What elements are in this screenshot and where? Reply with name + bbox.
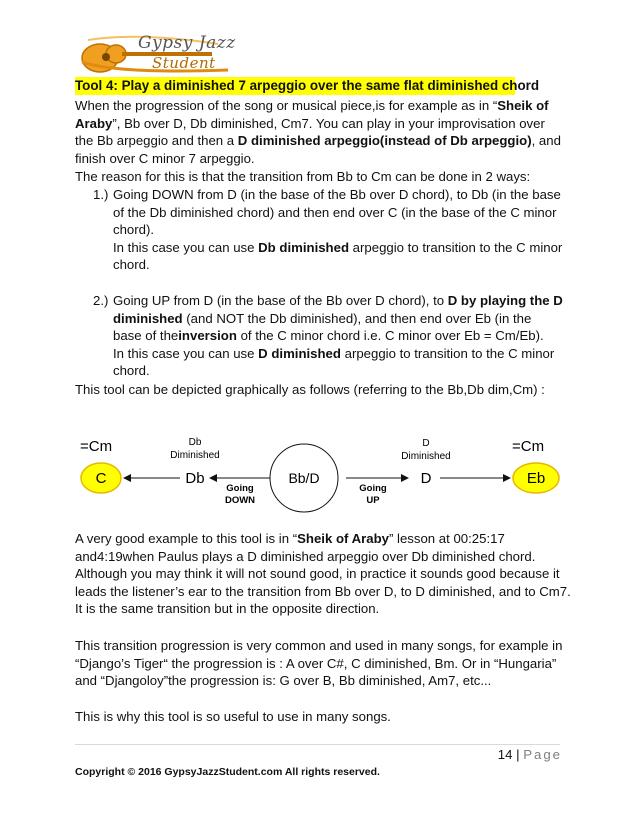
logo-text-line1: Gypsy Jazz (138, 33, 236, 53)
diagram-intro: This tool can be depicted graphically as follows (referring to the Bb,Db dim,Cm) : (75, 382, 545, 397)
section-heading: Tool 4: Play a diminished 7 arpeggio over the same flat diminished chord (75, 78, 540, 93)
left-eq-label: =Cm (80, 438, 113, 455)
eb-circle-label: Eb (526, 470, 546, 487)
d-note: D (420, 470, 432, 487)
db-note: Db (185, 470, 205, 487)
going-up-label-2: UP (366, 495, 380, 506)
right-eq-label: =Cm (512, 438, 545, 455)
transition-diagram (0, 425, 638, 525)
closing-sentence: This is why this tool is so useful to use in many songs. (75, 709, 391, 724)
intro-paragraph: When the progression of the song or musical piece,is for example as in “Sheik of Araby”, Bb over D, Db diminished, Cm7. You can play in your improvisation over the Bb arpeggio and then a D diminished arpeggio(instead of Db arpeggio), and finish over C minor 7 arpeggio. (75, 98, 561, 166)
db-diminished-label-1: Db (188, 437, 202, 448)
center-chord: Bb/D (288, 470, 320, 486)
list-number: 1.) (93, 187, 109, 202)
common-progression-paragraph: This transition progression is very common and used in many songs, for example in “Django’s Tiger“ the progression is : A over C#, C diminished, Bm. Or in “Hungaria” and “Djangoloy”the progression is: G over B, Bb diminished, Am7, etc... (75, 638, 563, 689)
c-circle-label: C (95, 470, 107, 487)
going-up-label-1: Going (359, 483, 387, 494)
d-diminished-label-1: D (422, 438, 430, 449)
copyright-notice: Copyright © 2016 GypsyJazzStudent.com All rights reserved. (75, 766, 380, 778)
list-item: 2.) Going UP from D (in the base of the Bb over D chord), to D by playing the D diminished (and NOT the Db diminished), and then end over Eb (in the base of theinversion of the C minor chord i.e. C minor over Eb = Cm/Eb). In this case you can use D diminished arpeggio to transition to the C minor chord. (93, 293, 563, 379)
going-down-label-1: Going (226, 483, 254, 494)
list-number: 2.) (93, 293, 109, 308)
logo-text-line2: Student (152, 54, 216, 72)
page-number: 14 | Page (497, 747, 562, 762)
going-down-label-2: DOWN (224, 495, 256, 506)
list-item: 1.) Going DOWN from D (in the base of the Bb over D chord), to Db (in the base of the Db diminished chord) and then end over C (in the base of the C minor chord). In this case you can use Db diminished arpeggio to transition to the C minor chord. (93, 187, 563, 273)
example-paragraph: A very good example to this tool is in “Sheik of Araby” lesson at 00:25:17 and4:19when Paulus plays a D diminished arpeggio over Db diminished chord. Although you may think it will not sound good, in practice it sounds good because it leads the listener’s ear to the transition from Bb over D, to D diminished, and to Cm7. It is the same transition but in the opposite direction. (75, 531, 571, 617)
db-diminished-label-2: Diminished (170, 450, 220, 461)
footer-divider (75, 744, 560, 745)
d-diminished-label-2: Diminished (401, 451, 451, 462)
reason-paragraph: The reason for this is that the transition from Bb to Cm can be done in 2 ways: (75, 169, 531, 184)
